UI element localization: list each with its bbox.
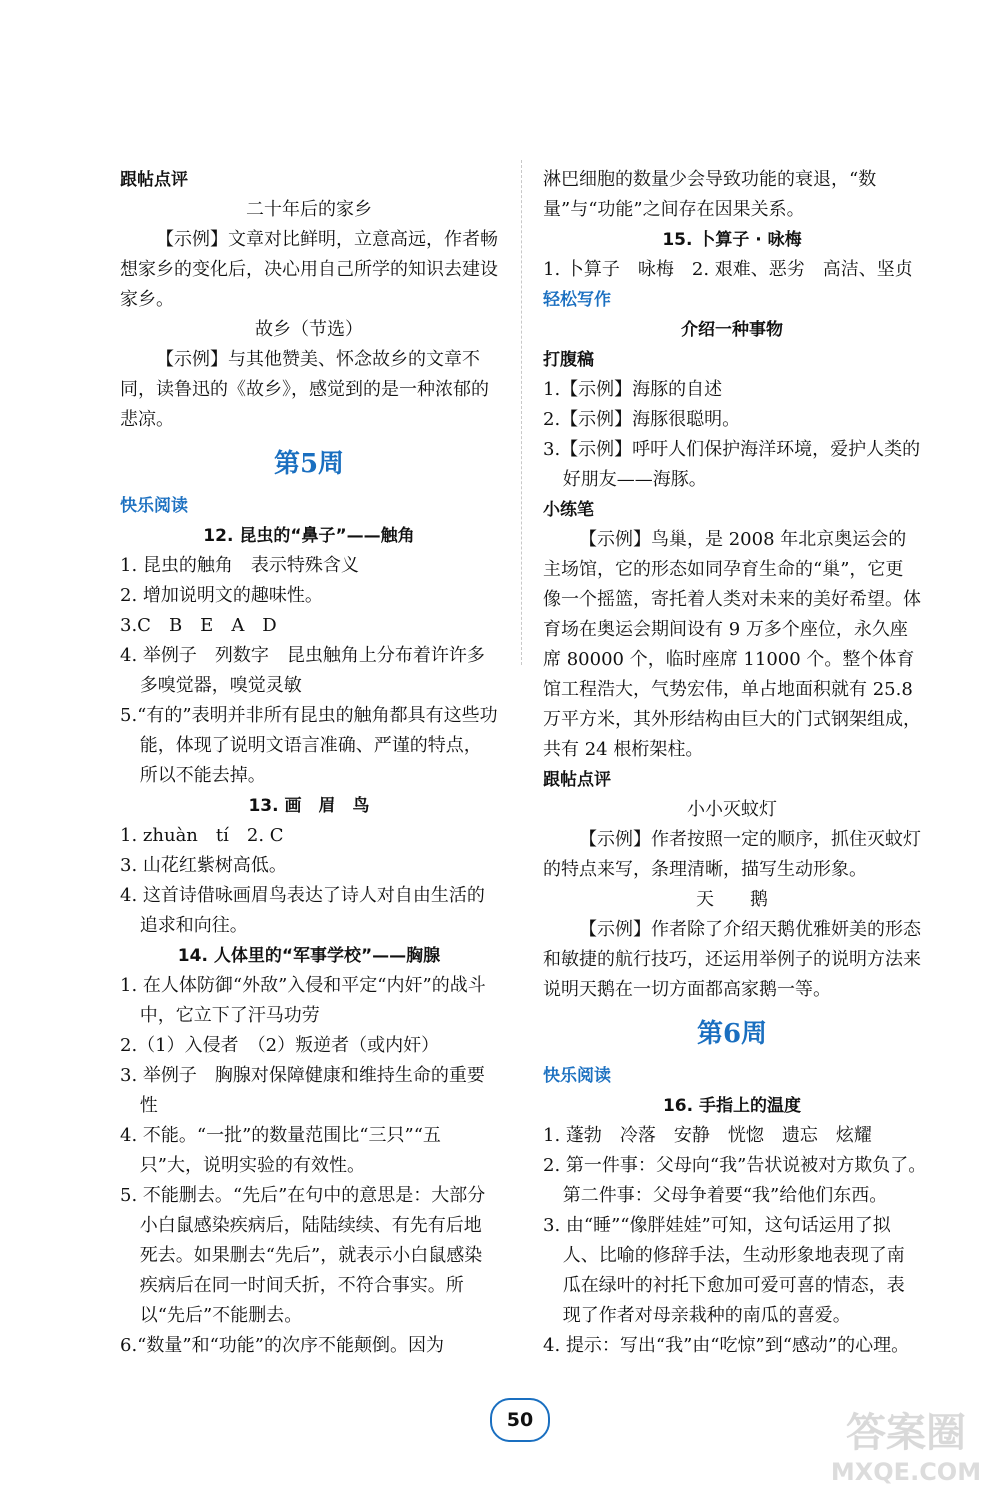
answer-line: 淋巴细胞的数量少会导致功能的衰退，“数量”与“功能”之间存在因果关系。 xyxy=(543,169,877,220)
section-heading: 跟帖点评 xyxy=(543,770,611,790)
answer-line: 3. 举例子 胸腺对保障健康和维持生命的重要性 xyxy=(120,1065,485,1116)
essay-title: 天 鹅 xyxy=(696,889,768,910)
answer-line: 3.C B E A D xyxy=(120,615,277,636)
section-heading: 快乐阅读 xyxy=(120,496,188,516)
essay-comment: 【示例】与其他赞美、怀念故乡的文章不同，读鲁迅的《故乡》，感觉到的是一种浓郁的悲凉。 xyxy=(120,349,489,430)
page-number: 50 xyxy=(490,1398,550,1442)
essay-title: 二十年后的家乡 xyxy=(246,199,372,220)
section-heading: 跟帖点评 xyxy=(120,170,188,190)
answer-line: 6.“数量”和“功能”的次序不能颠倒。因为 xyxy=(120,1335,444,1356)
answer-line: 2.【示例】海豚很聪明。 xyxy=(543,409,741,430)
answer-line: 1. 蓬勃 冷落 安静 恍惚 遗忘 炫耀 xyxy=(543,1125,872,1146)
section-heading: 快乐阅读 xyxy=(543,1066,611,1086)
answer-line: 5. 不能删去。“先后”在句中的意思是：大部分小白鼠感染疾病后，陆陆续续、有先有后地死去。如果删去“先后”，就表示小白鼠感染疾病后在同一时间夭折，不符合事实。所以“先后”不能删去。 xyxy=(120,1185,486,1326)
answer-line: 4. 这首诗借咏画眉鸟表达了诗人对自由生活的追求和向往。 xyxy=(120,885,485,936)
right-column xyxy=(543,165,927,1361)
answer-line: 第二件事：父母争着要“我”给他们东西。 xyxy=(562,1185,888,1206)
column-divider xyxy=(521,160,522,665)
essay-title: 小小灭蚊灯 xyxy=(687,799,777,820)
watermark-logo xyxy=(822,1400,990,1486)
watermark-url: MXQE.COM xyxy=(830,1458,982,1486)
watermark-text: 答案圈 xyxy=(846,1410,966,1456)
article-title: 14. 人体里的“军事学校”——胸腺 xyxy=(177,946,441,966)
answer-line: 1. 卜算子 咏梅 2. 艰难、恶劣 高洁、坚贞 xyxy=(543,259,913,280)
answer-line: 3.【示例】呼吁人们保护海洋环境，爱护人类的好朋友——海豚。 xyxy=(543,439,921,490)
answer-line: 1. 昆虫的触角 表示特殊含义 xyxy=(120,555,359,576)
writing-topic: 介绍一种事物 xyxy=(681,320,783,340)
essay-comment: 【示例】作者除了介绍天鹅优雅妍美的形态和敏捷的航行技巧，还运用举例子的说明方法来说明天鹅在一切方面都高家鹅一等。 xyxy=(543,919,921,1000)
section-heading: 轻松写作 xyxy=(543,290,611,310)
article-title: 16. 手指上的温度 xyxy=(662,1096,802,1116)
answer-line: 3. 山花红紫树高低。 xyxy=(120,855,287,876)
article-title: 12. 昆虫的“鼻子”——触角 xyxy=(203,526,415,546)
answer-line: 4. 提示：写出“我”由“吃惊”到“感动”的心理。 xyxy=(543,1335,910,1356)
section-heading: 打腹稿 xyxy=(543,350,594,370)
answer-line: 2. 第一件事：父母向“我”告状说被对方欺负了。 xyxy=(543,1155,927,1176)
answer-line: 1.【示例】海豚的自述 xyxy=(543,379,723,400)
article-title: 15. 卜算子 · 咏梅 xyxy=(662,230,802,250)
answer-line: 2.（1）入侵者 （2）叛逆者（或内奸） xyxy=(120,1035,440,1056)
answer-line: 3. 由“睡”“像胖娃娃”可知，这句话运用了拟人、比喻的修辞手法，生动形象地表现了南瓜在绿叶的衬托下愈加可爱可喜的情态，表现了作者对母亲栽种的南瓜的喜爱。 xyxy=(543,1215,905,1326)
article-title: 13. 画 眉 鸟 xyxy=(248,796,370,816)
answer-line: 1. zhuàn tí 2. C xyxy=(120,825,284,846)
answer-line: 1. 在人体防御“外敌”入侵和平定“内奸”的战斗中，它立下了汗马功劳 xyxy=(120,975,486,1026)
essay-title: 故乡（节选） xyxy=(255,319,363,340)
week-title: 第5周 xyxy=(273,449,345,479)
week-title: 第6周 xyxy=(696,1019,768,1049)
left-column xyxy=(120,165,498,1361)
answer-line: 5.“有的”表明并非所有昆虫的触角都具有这些功能，体现了说明文语言准确、严谨的特点，所以不能去掉。 xyxy=(120,705,498,786)
answer-line: 4. 举例子 列数字 昆虫触角上分布着许许多多嗅觉器，嗅觉灵敏 xyxy=(120,645,485,696)
essay-comment: 【示例】作者按照一定的顺序，抓住灭蚊灯的特点来写，条理清晰，描写生动形象。 xyxy=(543,829,921,880)
essay-comment: 【示例】文章对比鲜明，立意高远，作者畅想家乡的变化后，决心用自己所学的知识去建设家乡。 xyxy=(120,229,498,310)
section-heading: 小练笔 xyxy=(543,500,594,520)
practice-paragraph: 【示例】鸟巢，是 2008 年北京奥运会的主场馆，它的形态如同孕育生命的“巢”，它更像一个摇篮，寄托着人类对未来的美好希望。体育场在奥运会期间设有 9 万多个座位，永久座席 80000 个，临时座席 11000 个。整个体育馆工程浩大，气势宏伟，单占地面积就有 25.8 万平方米，其外形结构由巨大的门式钢架组成，共有 24 根桁架柱。 xyxy=(543,529,921,760)
answer-line: 2. 增加说明文的趣味性。 xyxy=(120,585,323,606)
answer-line: 4. 不能。“一批”的数量范围比“三只”“五只”大，说明实验的有效性。 xyxy=(120,1125,441,1176)
